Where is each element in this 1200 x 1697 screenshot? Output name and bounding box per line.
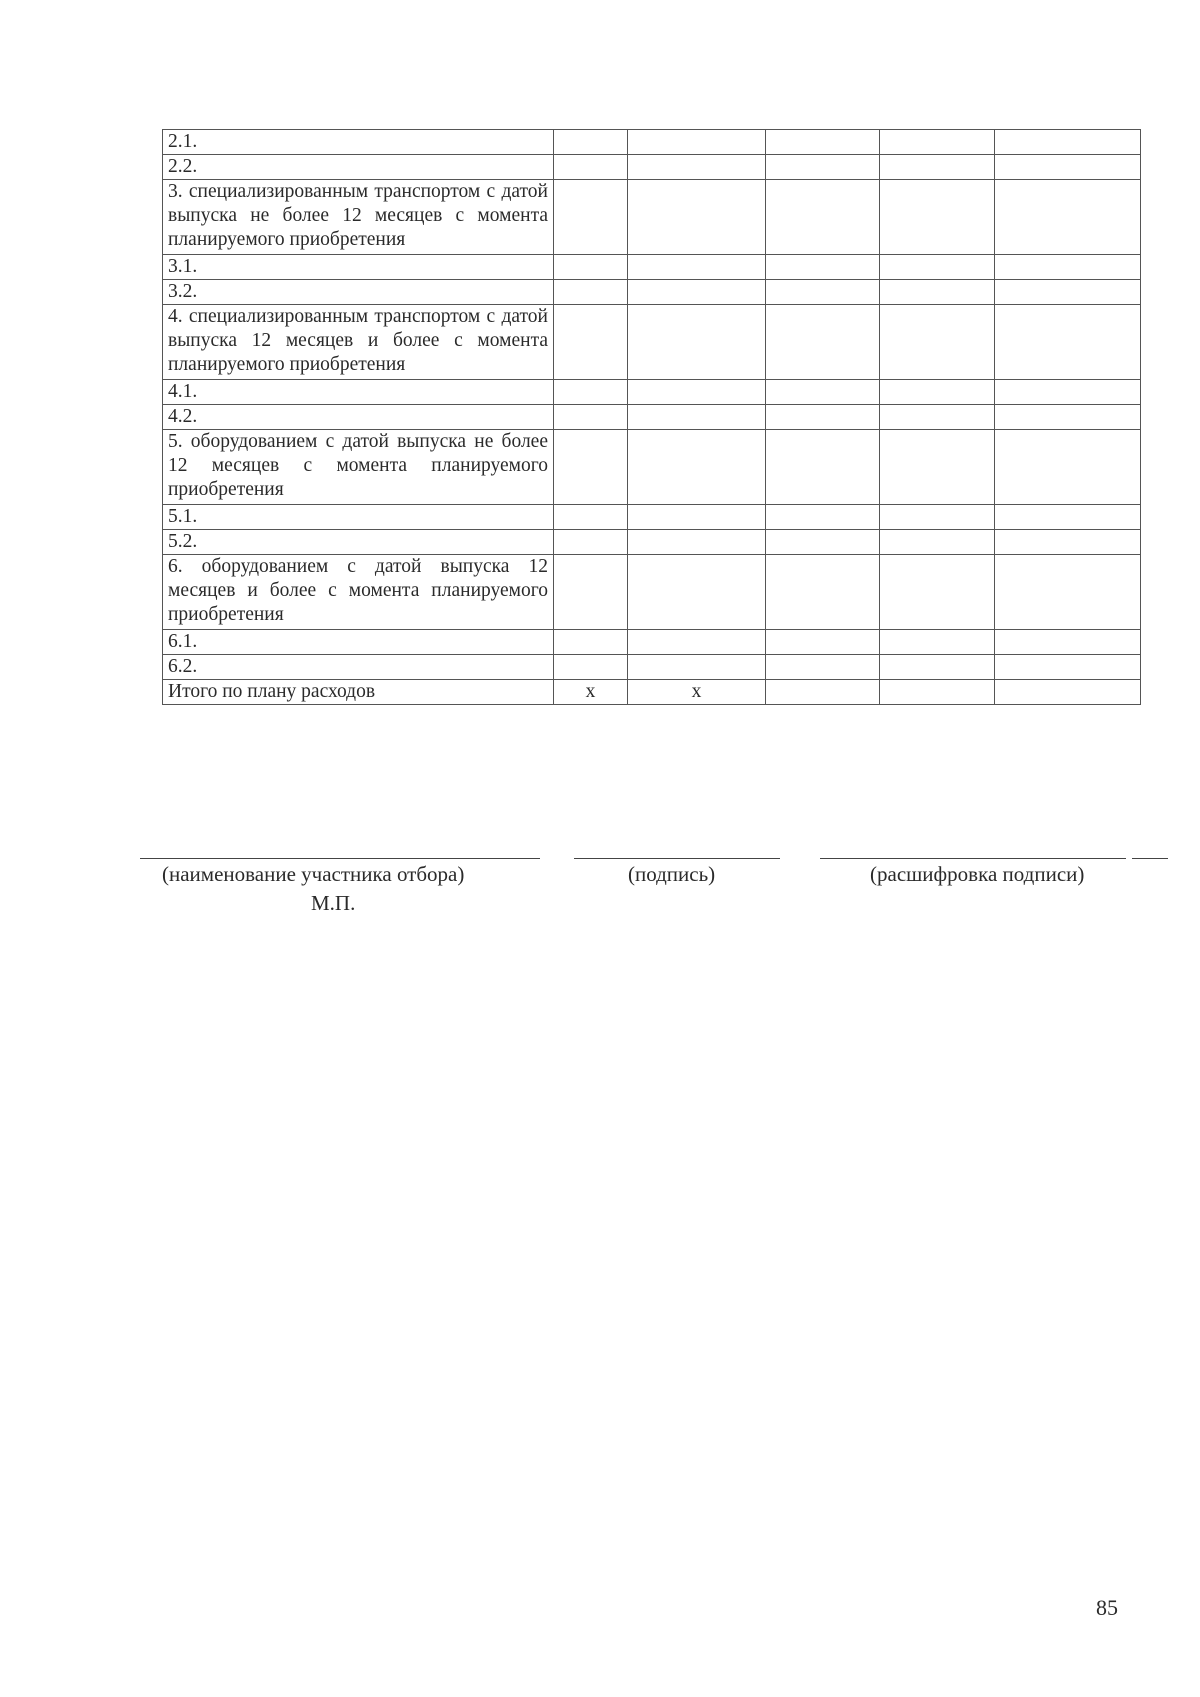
table-row [163,130,1141,155]
table-cell [995,280,1141,305]
table-cell [554,655,628,680]
table-cell [995,255,1141,280]
table-cell [766,680,880,705]
table-cell [995,305,1141,380]
table-cell [995,630,1141,655]
signature-line-tail [1132,858,1168,859]
table-cell [880,405,995,430]
table-cell [995,505,1141,530]
table-cell [628,630,766,655]
table-cell [766,380,880,405]
table-cell [628,555,766,630]
table-cell [628,380,766,405]
table-cell [554,130,628,155]
table-cell [995,155,1141,180]
table-cell: x [554,680,628,705]
table-cell [554,430,628,505]
table-row [163,405,1141,430]
table-cell [766,505,880,530]
row-label: 6.1. [163,630,554,655]
table-row [163,305,1141,380]
table-cell [554,380,628,405]
table-row [163,630,1141,655]
signature-decoding-line [820,858,1126,859]
row-label: 4.1. [163,380,554,405]
table-cell [766,630,880,655]
row-label: 5.1. [163,505,554,530]
row-label: 5.2. [163,530,554,555]
table-cell: x [628,680,766,705]
table-row [163,655,1141,680]
table-cell [554,155,628,180]
table-cell [766,555,880,630]
table-cell [995,180,1141,255]
row-label: 6. оборудованием с датой выпуска 12 месяцев и более с момента планируемого приобретения [163,555,554,630]
table-cell [554,180,628,255]
table-row [163,280,1141,305]
signature-decoding-caption: (расшифровка подписи) [870,862,1085,886]
table-row [163,180,1141,255]
table-cell [766,530,880,555]
table-cell [880,630,995,655]
participant-name-caption: (наименование участника отбора) [162,862,465,886]
table-cell [995,130,1141,155]
table-cell [880,530,995,555]
table-cell [554,505,628,530]
table-cell [766,280,880,305]
table-cell [554,280,628,305]
table-cell [766,305,880,380]
table-cell [766,155,880,180]
table-cell [995,655,1141,680]
table-cell [995,680,1141,705]
table-cell [628,180,766,255]
participant-name-line [140,858,540,859]
table-cell [628,255,766,280]
table-row [163,430,1141,505]
row-label: 4. специализированным транспортом с датой выпуска 12 месяцев и более с момента планируемого приобретения [163,305,554,380]
table-cell [880,655,995,680]
row-label: 6.2. [163,655,554,680]
row-label: 3.1. [163,255,554,280]
table-row [163,380,1141,405]
table-cell [880,555,995,630]
table-cell [880,255,995,280]
row-label: 3. специализированным транспортом с датой выпуска не более 12 месяцев с момента планируемого приобретения [163,180,554,255]
table-cell [628,130,766,155]
table-cell [628,655,766,680]
table-cell [554,305,628,380]
table-cell [880,505,995,530]
table-cell [766,430,880,505]
stamp-place: М.П. [311,891,356,915]
table-cell [880,430,995,505]
table-cell [628,405,766,430]
table-cell [880,380,995,405]
table-cell [880,155,995,180]
table-cell [766,130,880,155]
row-label: Итого по плану расходов [163,680,554,705]
table-cell [880,180,995,255]
table-row [163,555,1141,630]
table-cell [995,530,1141,555]
expense-plan-table [162,129,1141,705]
table-cell [628,155,766,180]
table-row [163,255,1141,280]
row-label: 3.2. [163,280,554,305]
table-cell [554,405,628,430]
signature-line [574,858,780,859]
table-cell [880,130,995,155]
table-cell [554,555,628,630]
row-label: 2.1. [163,130,554,155]
table-cell [766,180,880,255]
table-cell [766,655,880,680]
table-cell [880,305,995,380]
table-cell [880,280,995,305]
table-row [163,505,1141,530]
table-body [163,130,1141,705]
table-cell [766,405,880,430]
table-row [163,680,1141,705]
table-cell [995,555,1141,630]
table-cell [554,530,628,555]
signature-caption: (подпись) [628,862,716,886]
table-cell [628,505,766,530]
table-cell [880,680,995,705]
table-cell [554,255,628,280]
row-label: 5. оборудованием с датой выпуска не более 12 месяцев с момента планируемого приобретения [163,430,554,505]
table-cell [766,255,880,280]
row-label: 2.2. [163,155,554,180]
table-cell [628,280,766,305]
table-cell [628,430,766,505]
table-cell [554,630,628,655]
table-cell [995,430,1141,505]
page-number: 85 [1096,1595,1118,1620]
table-row [163,530,1141,555]
table-cell [628,305,766,380]
table-cell [995,405,1141,430]
row-label: 4.2. [163,405,554,430]
table-cell [628,530,766,555]
table-row [163,155,1141,180]
table-cell [995,380,1141,405]
